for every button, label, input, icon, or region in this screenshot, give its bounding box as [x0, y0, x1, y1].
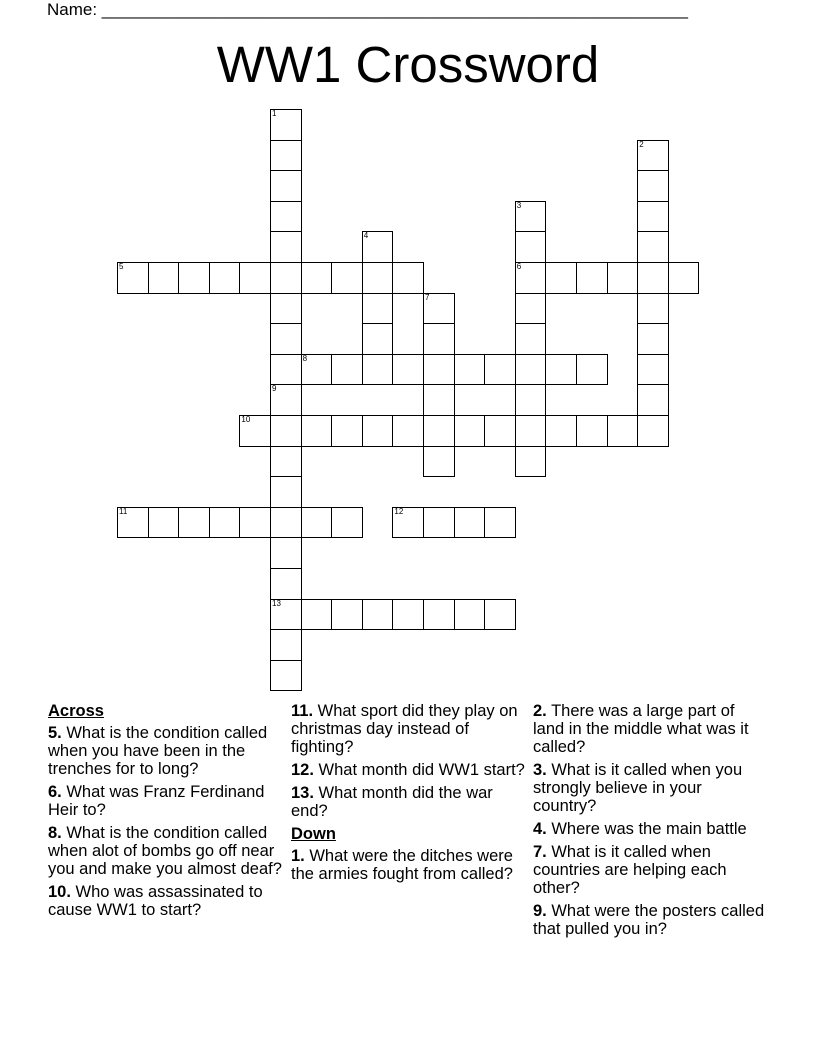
clue-number: 11 [119, 506, 128, 516]
clue-down-7: 7. What is it called when countries are helping each other? [533, 843, 727, 897]
clue-number: 10 [241, 415, 251, 424]
grid-cell[interactable] [607, 415, 639, 447]
grid-cell[interactable] [331, 507, 363, 539]
grid-cell[interactable] [270, 354, 302, 386]
grid-cell[interactable] [423, 354, 455, 386]
grid-cell[interactable] [209, 262, 241, 294]
clue-across-5: 5. What is the condition called when you have been in the trenches for to long? [48, 724, 268, 778]
grid-cell[interactable] [270, 660, 302, 692]
grid-cell[interactable] [484, 599, 516, 631]
grid-cell[interactable] [454, 507, 486, 539]
clue-down-2: 2. There was a large part of land in the middle what was it called? [533, 702, 749, 756]
grid-cell[interactable] [270, 323, 302, 355]
grid-cell[interactable] [362, 293, 394, 325]
grid-cell[interactable] [270, 293, 302, 325]
grid-cell[interactable] [392, 354, 424, 386]
grid-cell[interactable] [331, 354, 363, 386]
grid-cell[interactable] [637, 262, 669, 294]
clue-across-13: 13. What month did the war end? [291, 784, 493, 820]
grid-cell[interactable] [362, 262, 394, 294]
grid-cell[interactable] [270, 599, 302, 631]
grid-cell[interactable] [515, 415, 547, 447]
grid-cell[interactable] [637, 293, 669, 325]
clue-column-3 [533, 702, 769, 943]
grid-cell[interactable] [637, 140, 669, 172]
clue-number: 12 [394, 506, 404, 516]
grid-cell[interactable] [178, 507, 210, 539]
grid-cell[interactable] [239, 415, 271, 447]
grid-cell[interactable] [637, 415, 669, 447]
grid-cell[interactable] [454, 415, 486, 447]
grid-cell[interactable] [484, 415, 516, 447]
grid-cell[interactable] [576, 354, 608, 386]
grid-cell[interactable] [270, 109, 302, 141]
grid-cell[interactable] [392, 415, 424, 447]
grid-cell[interactable] [454, 354, 486, 386]
grid-cell[interactable] [515, 201, 547, 233]
grid-cell[interactable] [484, 507, 516, 539]
grid-cell[interactable] [423, 446, 455, 478]
clue-number: 7 [425, 292, 430, 302]
grid-cell[interactable] [515, 354, 547, 386]
clue-number: 2 [639, 139, 644, 149]
grid-cell[interactable] [270, 140, 302, 172]
grid-cell[interactable] [423, 599, 455, 631]
grid-cell[interactable] [362, 415, 394, 447]
grid-cell[interactable] [331, 415, 363, 447]
grid-cell[interactable] [239, 262, 271, 294]
grid-cell[interactable] [362, 354, 394, 386]
grid-cell[interactable] [270, 415, 302, 447]
grid-cell[interactable] [270, 537, 302, 569]
grid-cell[interactable] [117, 507, 149, 539]
grid-cell[interactable] [117, 262, 149, 294]
grid-cell[interactable] [331, 599, 363, 631]
grid-cell[interactable] [423, 507, 455, 539]
grid-cell[interactable] [515, 231, 547, 263]
clue-down-1: 1. What were the ditches were the armies fought from called? [291, 847, 513, 883]
grid-cell[interactable] [362, 323, 394, 355]
clue-across-11: 11. What sport did they play on christmas day instead of fighting? [291, 702, 518, 756]
grid-cell[interactable] [392, 599, 424, 631]
grid-cell[interactable] [423, 293, 455, 325]
grid-cell[interactable] [545, 415, 577, 447]
grid-cell[interactable] [392, 262, 424, 294]
grid-cell[interactable] [515, 446, 547, 478]
clue-number: 3 [516, 200, 522, 210]
grid-cell[interactable] [301, 415, 333, 447]
clue-across-10: 10. Who was assassinated to cause WW1 to start? [48, 883, 263, 919]
grid-cell[interactable] [668, 262, 700, 294]
clue-across-6: 6. What was Franz Ferdinand Heir to? [48, 783, 265, 819]
clue-number: 5 [119, 262, 124, 271]
grid-cell[interactable] [301, 262, 333, 294]
page-title: WW1 Crossword [216, 36, 600, 93]
grid-cell[interactable] [637, 201, 669, 233]
grid-cell[interactable] [362, 599, 394, 631]
grid-cell[interactable] [301, 599, 333, 631]
grid-cell[interactable] [270, 231, 302, 263]
grid-cell[interactable] [301, 354, 333, 386]
grid-cell[interactable] [637, 354, 669, 386]
grid-cell[interactable] [484, 354, 516, 386]
clue-number: 4 [363, 231, 369, 241]
down-heading: Down [291, 825, 336, 843]
grid-cell[interactable] [545, 262, 577, 294]
name-field-label: Name: ______________________________________________________________ [47, 0, 688, 19]
clue-across-8: 8. What is the condition called when alot of bombs go off near you and make you almost deaf? [48, 824, 282, 878]
grid-cell[interactable] [423, 384, 455, 416]
clue-number: 8 [302, 353, 308, 363]
grid-cell[interactable] [392, 507, 424, 539]
clue-number: 13 [272, 598, 281, 608]
grid-cell[interactable] [270, 170, 302, 202]
grid-cell[interactable] [270, 384, 302, 416]
grid-cell[interactable] [576, 415, 608, 447]
grid-cell[interactable] [515, 323, 547, 355]
grid-cell[interactable] [515, 293, 547, 325]
clue-column-1 [48, 702, 284, 924]
grid-cell[interactable] [515, 262, 547, 294]
grid-cell[interactable] [178, 262, 210, 294]
grid-cell[interactable] [362, 231, 394, 263]
grid-cell[interactable] [209, 507, 241, 539]
grid-cell[interactable] [270, 201, 302, 233]
clue-number: 6 [516, 262, 522, 271]
clue-number: 9 [272, 384, 277, 394]
grid-cell[interactable] [270, 476, 302, 508]
grid-cell[interactable] [576, 262, 608, 294]
across-heading: Across [48, 702, 104, 720]
grid-cell[interactable] [331, 262, 363, 294]
grid-cell[interactable] [423, 415, 455, 447]
grid-cell[interactable] [270, 262, 302, 294]
clue-down-4: 4. Where was the main battle [533, 820, 747, 838]
grid-cell[interactable] [270, 507, 302, 539]
grid-cell[interactable] [239, 507, 271, 539]
grid-cell[interactable] [148, 262, 180, 294]
clue-down-9: 9. What were the posters called that pulled you in? [533, 902, 765, 938]
grid-cell[interactable] [270, 629, 302, 661]
grid-cell[interactable] [637, 231, 669, 263]
clue-down-3: 3. What is it called when you strongly believe in your country? [533, 761, 743, 815]
grid-cell[interactable] [637, 384, 669, 416]
grid-cell[interactable] [270, 568, 302, 600]
grid-cell[interactable] [423, 323, 455, 355]
grid-cell[interactable] [301, 507, 333, 539]
grid-cell[interactable] [637, 170, 669, 202]
grid-cell[interactable] [515, 384, 547, 416]
grid-cell[interactable] [607, 262, 639, 294]
clue-number: 1 [272, 109, 277, 118]
clue-across-12: 12. What month did WW1 start? [291, 761, 525, 779]
grid-cell[interactable] [454, 599, 486, 631]
clue-column-2 [291, 702, 527, 888]
grid-cell[interactable] [148, 507, 180, 539]
grid-cell[interactable] [270, 446, 302, 478]
grid-cell[interactable] [637, 323, 669, 355]
grid-cell[interactable] [545, 354, 577, 386]
